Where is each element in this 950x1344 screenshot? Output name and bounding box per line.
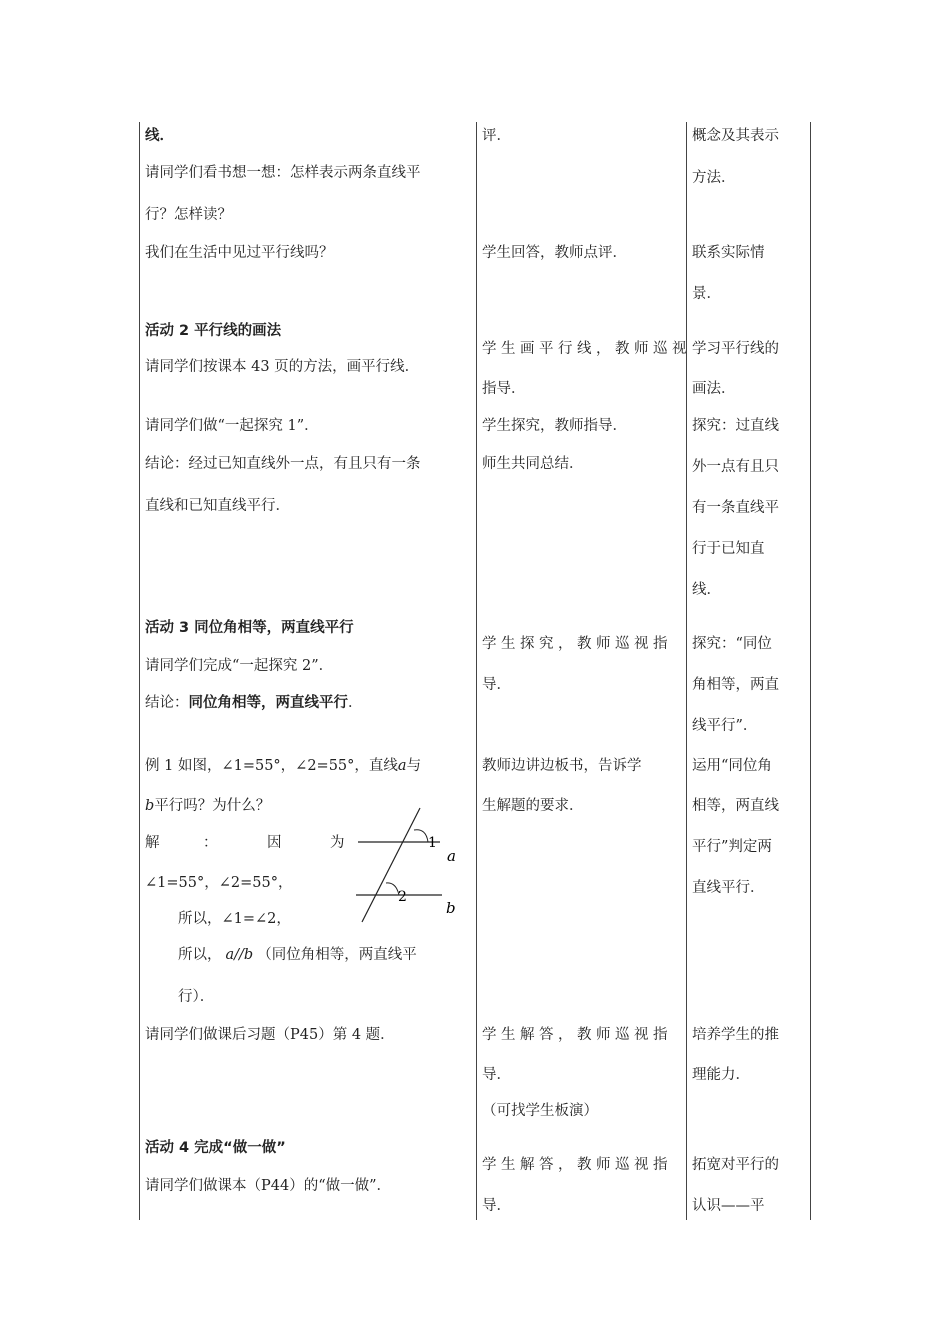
text-line: 线．	[145, 128, 174, 144]
conclusion-end: ．	[348, 695, 363, 711]
solution-so: 所以，	[178, 947, 222, 963]
text-line: 学生解答，教师巡视指	[482, 1027, 672, 1043]
parallel-lines-figure	[350, 800, 470, 930]
line-b-label: b	[446, 899, 456, 917]
text-line: 直线平行．	[692, 880, 765, 896]
text-line: 师生共同总结．	[482, 456, 584, 472]
text-line: 请同学们完成“一起探究 2”．	[145, 658, 334, 674]
text-line: 直线和已知直线平行．	[145, 498, 290, 514]
line-a-label: a	[447, 847, 456, 865]
text-line: 导．	[482, 677, 511, 693]
text-line: 导．	[482, 1067, 511, 1083]
var-a: a	[397, 758, 407, 774]
text-line: 培养学生的推	[692, 1027, 779, 1043]
text-line: 拓宽对平行的	[692, 1157, 779, 1173]
solution-line-4	[178, 948, 417, 963]
text-line: 角相等，两直	[692, 677, 779, 693]
text-line: 景．	[692, 286, 721, 302]
text-line: 探究：过直线	[692, 418, 779, 434]
text-line: 联系实际情	[692, 245, 765, 261]
example-1-line-2	[145, 799, 270, 814]
text-line: 学生回答，教师点评．	[482, 245, 627, 261]
text-line: 运用“同位角	[692, 758, 772, 774]
conclusion-line	[145, 696, 363, 711]
text-line: 外一点有且只	[692, 459, 779, 475]
solution-wei: 为	[330, 835, 345, 851]
text-line: 学习平行线的	[692, 341, 779, 357]
text-line: 指导．	[482, 381, 526, 397]
text-line: 方法．	[692, 170, 736, 186]
angle-1-label: 1	[428, 835, 437, 851]
transversal	[362, 808, 420, 922]
text-line: 学生探究，教师巡视指	[482, 636, 672, 652]
text-line: 生解题的要求．	[482, 798, 584, 814]
solution-line-5: 行）．	[178, 989, 215, 1005]
text-line: 评．	[482, 128, 511, 144]
solution-yin: 因	[267, 835, 282, 851]
angle-1-arc	[414, 830, 428, 842]
text-line: 请同学们看书想一想：怎样表示两条直线平	[145, 165, 421, 181]
text-line: 探究：“同位	[692, 636, 772, 652]
text-line: 相等，两直线	[692, 798, 779, 814]
text-line: 学生探究，教师指导．	[482, 418, 627, 434]
activity-4-title: 活动 4 完成“做一做”	[145, 1140, 286, 1156]
text-line: 学生画平行线，教师巡视	[482, 341, 691, 357]
conclusion-prefix: 结论：	[145, 695, 189, 711]
table-border-left	[139, 122, 140, 1220]
text-line: 结论：经过已知直线外一点，有且只有一条	[145, 456, 421, 472]
text-line: 有一条直线平	[692, 500, 779, 516]
text-line: 行？怎样读？	[145, 207, 232, 223]
text-line: 请同学们做课后习题（P45）第 4 题．	[145, 1027, 395, 1043]
text-line: 线．	[692, 582, 721, 598]
example-1-question: 平行吗？为什么？	[154, 798, 271, 814]
solution-jie: 解	[145, 835, 160, 851]
text-line: 请同学们做课本（P44）的“做一做”．	[145, 1178, 392, 1194]
solution-parallel: a//b	[225, 947, 254, 963]
angle-2-label: 2	[398, 889, 407, 905]
solution-line-3: 所以，∠1=∠2，	[178, 911, 291, 927]
solution-colon: ：	[203, 835, 218, 851]
activity-3-title: 活动 3 同位角相等，两直线平行	[145, 620, 354, 636]
example-1-line	[145, 759, 421, 774]
table-border-right	[810, 122, 811, 1220]
text-line: 线平行”．	[692, 718, 758, 734]
text-line: 理能力．	[692, 1067, 750, 1083]
text-line: 画法．	[692, 381, 736, 397]
text-line: 教师边讲边板书，告诉学	[482, 758, 642, 774]
example-1-text: 例 1 如图，∠1=55°，∠2=55°，直线	[145, 758, 398, 774]
example-1-text-yu: 与	[406, 758, 422, 774]
text-line: 请同学们按课本 43 页的方法，画平行线．	[145, 359, 420, 375]
text-line: 学生解答，教师巡视指	[482, 1157, 672, 1173]
text-line: 行于已知直	[692, 541, 765, 557]
table-border-col3	[686, 122, 687, 1220]
var-b: b	[145, 798, 155, 814]
activity-2-title: 活动 2 平行线的画法	[145, 323, 282, 339]
text-line: 平行”判定两	[692, 839, 772, 855]
table-border-col2	[476, 122, 477, 1220]
text-line: （可找学生板演）	[482, 1103, 598, 1119]
text-line: 我们在生活中见过平行线吗？	[145, 245, 334, 261]
solution-reason: （同位角相等，两直线平	[257, 947, 417, 963]
conclusion-bold: 同位角相等，两直线平行	[188, 695, 348, 711]
solution-line-2: ∠1=55°，∠2=55°，	[145, 875, 293, 891]
text-line: 认识——平	[692, 1198, 765, 1214]
text-line: 概念及其表示	[692, 128, 779, 144]
text-line: 请同学们做“一起探究 1”．	[145, 418, 319, 434]
text-line: 导．	[482, 1198, 511, 1214]
